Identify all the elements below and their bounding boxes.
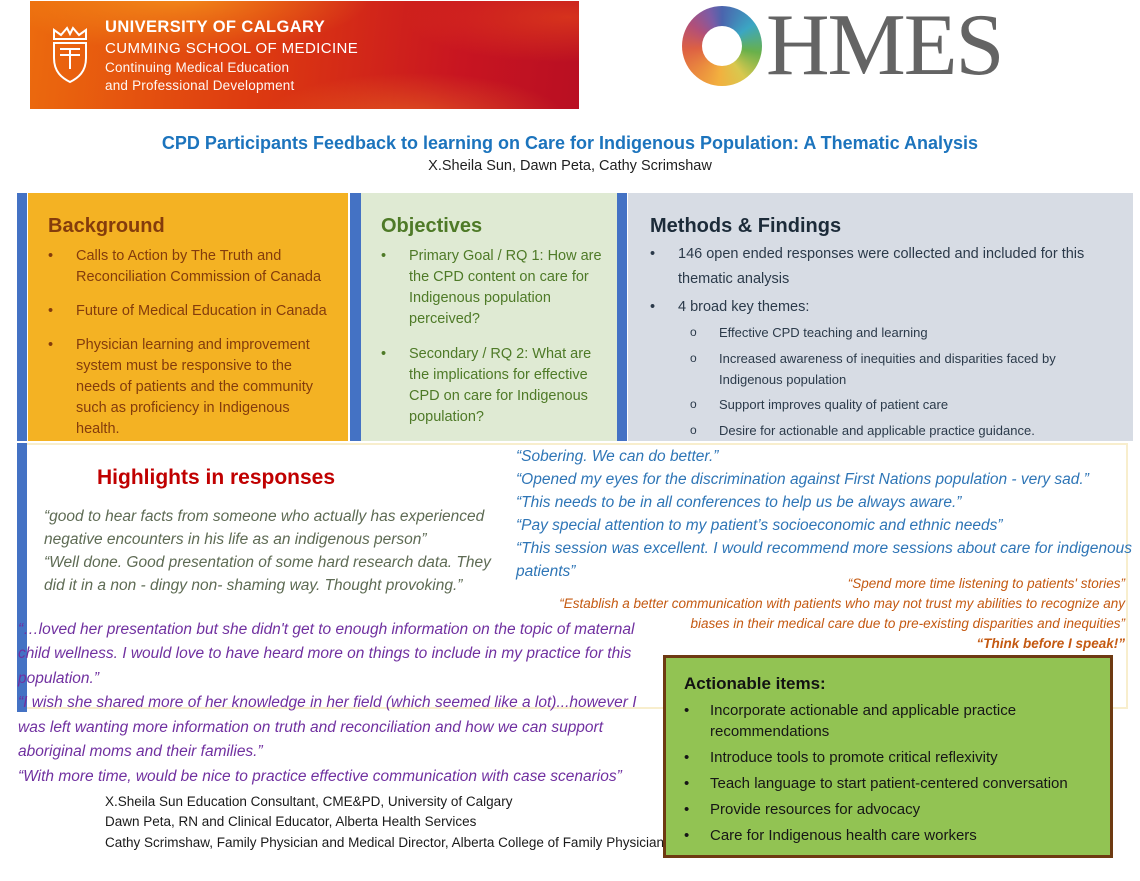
highlights-heading: Highlights in responses xyxy=(97,466,336,489)
methods-sub-bullet-text: o Increased awareness of inequities and disparities faced by Indigenous population xyxy=(719,350,1056,387)
purple-quote-block xyxy=(18,618,660,789)
ohmes-wordmark: HMES xyxy=(766,0,1003,94)
background-bullet-text: • Calls to Action by The Truth and Reconciliation Commission of Canada xyxy=(76,248,322,286)
actionable-bullet xyxy=(684,825,1100,846)
divider-bar-right xyxy=(617,193,627,441)
ucalgary-banner xyxy=(30,1,579,109)
quote-orange: “Spend more time listening to patients' stories” xyxy=(847,576,1125,591)
objectives-box xyxy=(361,193,617,441)
footer-affiliations xyxy=(105,792,664,853)
methods-sub-bullet xyxy=(690,420,1119,441)
background-bullet xyxy=(48,246,334,288)
background-bullet-text: • Physician learning and improvement system must be responsive to the needs of patients and the community such as proficiency in Indigenous health. xyxy=(76,337,313,438)
methods-sub-bullet xyxy=(690,348,1119,391)
objectives-bullet-text: • Secondary / RQ 2: What are the implications for effective CPD on care for Indigenous population? xyxy=(409,346,592,426)
actionable-heading: Actionable items: xyxy=(684,674,826,693)
quote-teal: “Pay special attention to my patient’s socioeconomic and ethnic needs” xyxy=(516,516,1003,534)
actionable-bullet xyxy=(684,700,1100,742)
actionable-bullet-text: • Teach language to start patient-centered conversation xyxy=(710,775,1068,792)
actionable-bullet xyxy=(684,773,1100,794)
methods-sub-bullet-text: o Support improves quality of patient care xyxy=(719,397,949,413)
quote-teal: “This needs to be in all conferences to help us be always aware.” xyxy=(516,493,962,511)
actionable-bullet-text: • Introduce tools to promote critical reflexivity xyxy=(710,749,998,766)
background-bullet xyxy=(48,301,334,322)
ohmes-logo xyxy=(682,0,1003,94)
background-bullet xyxy=(48,335,334,440)
background-box xyxy=(28,193,348,441)
background-heading: Background xyxy=(48,215,165,237)
methods-sub-bullet-text: o Desire for actionable and applicable practice guidance. xyxy=(719,422,1035,438)
banner-school-name: CUMMING SCHOOL OF MEDICINE xyxy=(105,39,359,57)
methods-bullet-text: • 4 broad key themes: xyxy=(678,298,810,315)
quote-orange-bold: “Think before I speak!” xyxy=(976,635,1125,651)
objectives-bullet xyxy=(381,344,605,428)
quote-sage: “good to hear facts from someone who actually has experienced negative encounters in his life as an indigenous person” xyxy=(44,508,485,548)
divider-bar-middle xyxy=(350,193,361,441)
methods-sub-bullet xyxy=(690,322,1119,343)
quote-purple: “I wish she shared more of her knowledge in her field (which seemed like a lot)...however I was left wanting more information on truth and reconciliation and how we can support aboriginal moms and their families.” xyxy=(18,694,637,761)
objectives-heading: Objectives xyxy=(381,215,483,237)
sage-quote-block xyxy=(44,506,512,598)
quote-teal: “Opened my eyes for the discrimination against First Nations population - very sad.” xyxy=(516,470,1089,488)
quote-orange: “Establish a better communication with patients who may not trust my abilities to recognize any biases in their medical care due to pre-existing disparities and inequities” xyxy=(559,595,1125,631)
banner-text xyxy=(105,18,358,93)
methods-bullet-text: • 146 open ended responses were collected and included for this thematic analysis xyxy=(678,246,1085,288)
banner-university-name: UNIVERSITY OF CALGARY xyxy=(105,17,326,36)
methods-heading: Methods & Findings xyxy=(650,215,842,237)
ucalgary-crest-icon xyxy=(47,25,93,85)
banner-dept-line1: Continuing Medical Education xyxy=(105,59,290,75)
actionable-bullet-text: • Provide resources for advocacy xyxy=(710,801,921,818)
quote-purple: “With more time, would be nice to practice effective communication with case scenarios” xyxy=(18,767,622,785)
affiliation-line: Cathy Scrimshaw, Family Physician and Medical Director, Alberta College of Family Physician xyxy=(105,834,664,850)
divider-bar-left xyxy=(17,193,27,441)
actionable-bullet-text: • Incorporate actionable and applicable practice recommendations xyxy=(710,702,1017,740)
poster-title: CPD Participants Feedback to learning on Care for Indigenous Population: A Thematic Analysis xyxy=(161,133,979,153)
quote-purple: “…loved her presentation but she didn't get to enough information on the topic of maternal child wellness. I would love to have heard more on things to include in my practice for this population.” xyxy=(18,621,635,687)
methods-bullet xyxy=(650,295,1119,320)
affiliation-line: Dawn Peta, RN and Clinical Educator, Alberta Health Services xyxy=(105,814,477,830)
actionable-items-box xyxy=(663,655,1113,858)
teal-quote-block xyxy=(516,446,1134,584)
methods-sub-bullet xyxy=(690,394,1119,415)
quote-sage: “Well done. Good presentation of some hard research data. They did it in a non - dingy non- shaming way. Thought provoking.” xyxy=(44,553,491,594)
actionable-bullet xyxy=(684,799,1100,820)
actionable-bullet xyxy=(684,747,1100,768)
methods-findings-box xyxy=(628,193,1133,441)
actionable-bullet-text: • Care for Indigenous health care workers xyxy=(710,827,977,844)
objectives-bullet-text: • Primary Goal / RQ 1: How are the CPD content on care for Indigenous population perceived? xyxy=(409,248,602,328)
methods-bullet xyxy=(650,242,1119,293)
objectives-bullet xyxy=(381,246,605,330)
poster-authors: X.Sheila Sun, Dawn Peta, Cathy Scrimshaw xyxy=(428,158,712,174)
ohmes-ring-icon xyxy=(682,6,762,86)
quote-teal: “Sobering. We can do better.” xyxy=(516,448,719,465)
quote-teal: “This session was excellent. I would recommend more sessions about care for indigenous patients” xyxy=(516,539,1132,580)
background-bullet-text: • Future of Medical Education in Canada xyxy=(76,303,327,320)
affiliation-line: X.Sheila Sun Education Consultant, CME&PD, University of Calgary xyxy=(105,794,513,809)
banner-dept-line2: and Professional Development xyxy=(105,77,295,93)
methods-sub-bullet-text: o Effective CPD teaching and learning xyxy=(719,325,928,341)
